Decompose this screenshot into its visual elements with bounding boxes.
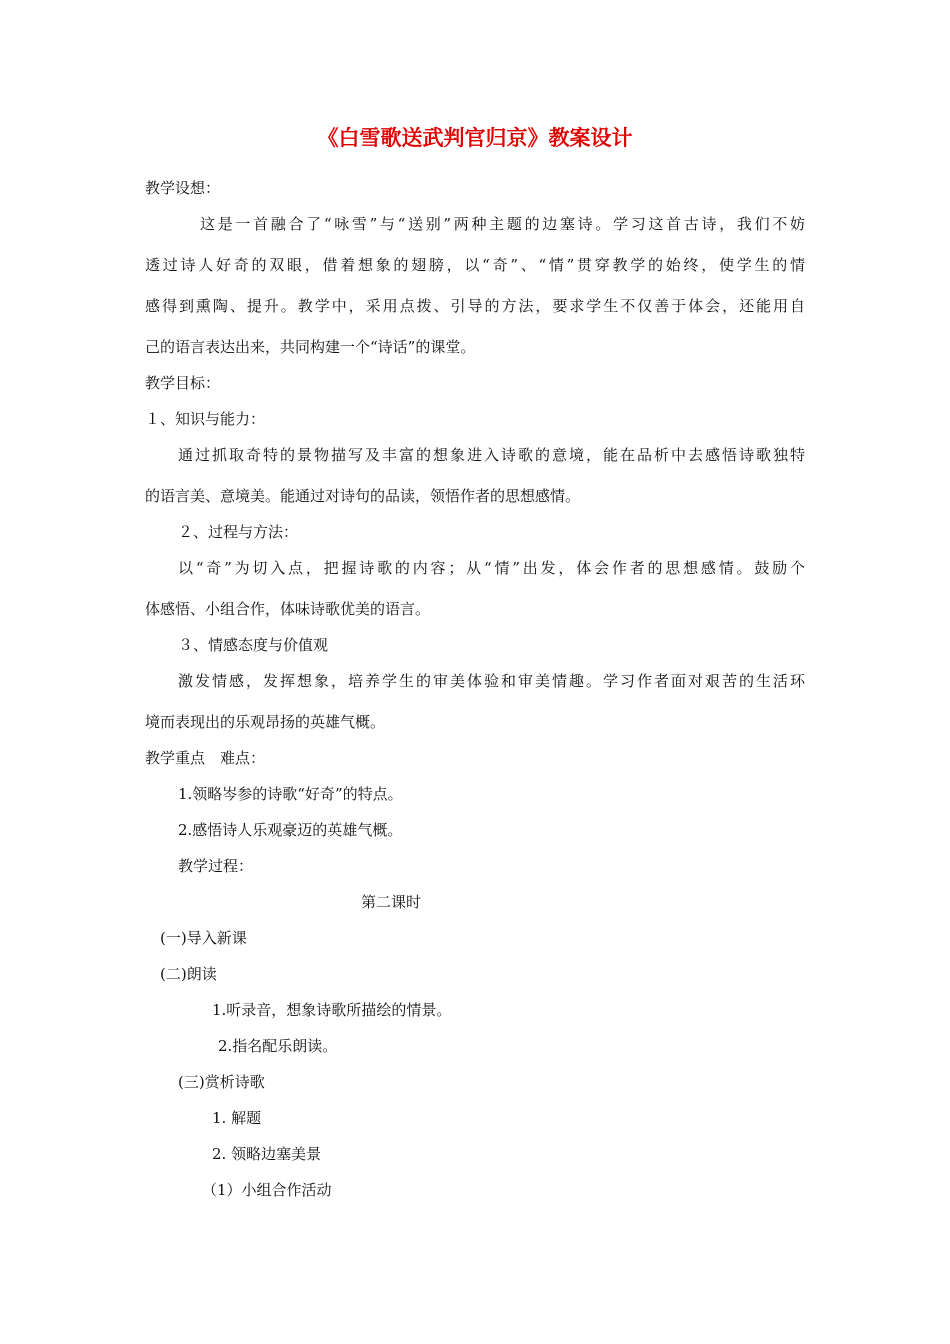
list-item: 2.感悟诗人乐观豪迈的英雄气概。: [178, 821, 403, 839]
paragraph-line: 体感悟、小组合作，体味诗歌优美的语言。: [145, 600, 431, 618]
list-item: 2.指名配乐朗读。: [218, 1037, 338, 1055]
section-heading-key-points: 教学重点 难点：: [145, 749, 266, 767]
list-item: 1. 解题: [212, 1109, 262, 1127]
paragraph-line: 透过诗人好奇的双眼，借着想象的翅膀，以“奇”、“情”贯穿教学的始终，使学生的情: [145, 256, 808, 274]
paragraph-line: 这是一首融合了“咏雪”与“送别”两种主题的边塞诗。学习这首古诗，我们不妨: [200, 215, 808, 233]
subheading-knowledge-ability: １、知识与能力：: [145, 410, 266, 428]
list-item: 2. 领略边塞美景: [212, 1145, 322, 1163]
paragraph-line: 感得到熏陶、提升。教学中，采用点拨、引导的方法，要求学生不仅善于体会，还能用自: [145, 297, 807, 315]
paragraph-line: 的语言美、意境美。能通过对诗句的品读，领悟作者的思想感情。: [145, 487, 581, 505]
session-label: 第二课时: [361, 893, 422, 911]
subheading-emotion-values: ３、情感态度与价值观: [178, 636, 329, 654]
section-heading-teaching-goals: 教学目标：: [145, 374, 221, 392]
step-heading: (一)导入新课: [160, 929, 247, 947]
paragraph-line: 境而表现出的乐观昂扬的英雄气概。: [145, 713, 386, 731]
step-heading: (三)赏析诗歌: [178, 1073, 265, 1091]
paragraph-line: 己的语言表达出来，共同构建一个“诗话”的课堂。: [145, 338, 476, 356]
section-heading-teaching-process: 教学过程：: [178, 857, 254, 875]
step-heading: (二)朗读: [160, 965, 217, 983]
paragraph-line: 通过抓取奇特的景物描写及丰富的想象进入诗歌的意境，能在品析中去感悟诗歌独特: [178, 446, 807, 464]
section-heading-teaching-idea: 教学设想：: [145, 179, 221, 197]
list-item: （1）小组合作活动: [202, 1181, 332, 1199]
list-item: 1.领略岑参的诗歌“好奇”的特点。: [178, 785, 403, 803]
document-title: 《白雪歌送武判官归京》教案设计: [317, 125, 633, 150]
paragraph-line: 激发情感，发挥想象，培养学生的审美体验和审美情趣。学习作者面对艰苦的生活环: [178, 672, 807, 690]
paragraph-line: 以“奇”为切入点，把握诗歌的内容；从“情”出发，体会作者的思想感情。鼓励个: [178, 559, 808, 577]
list-item: 1.听录音，想象诗歌所描绘的情景。: [212, 1001, 452, 1019]
subheading-process-method: ２、过程与方法：: [178, 523, 299, 541]
